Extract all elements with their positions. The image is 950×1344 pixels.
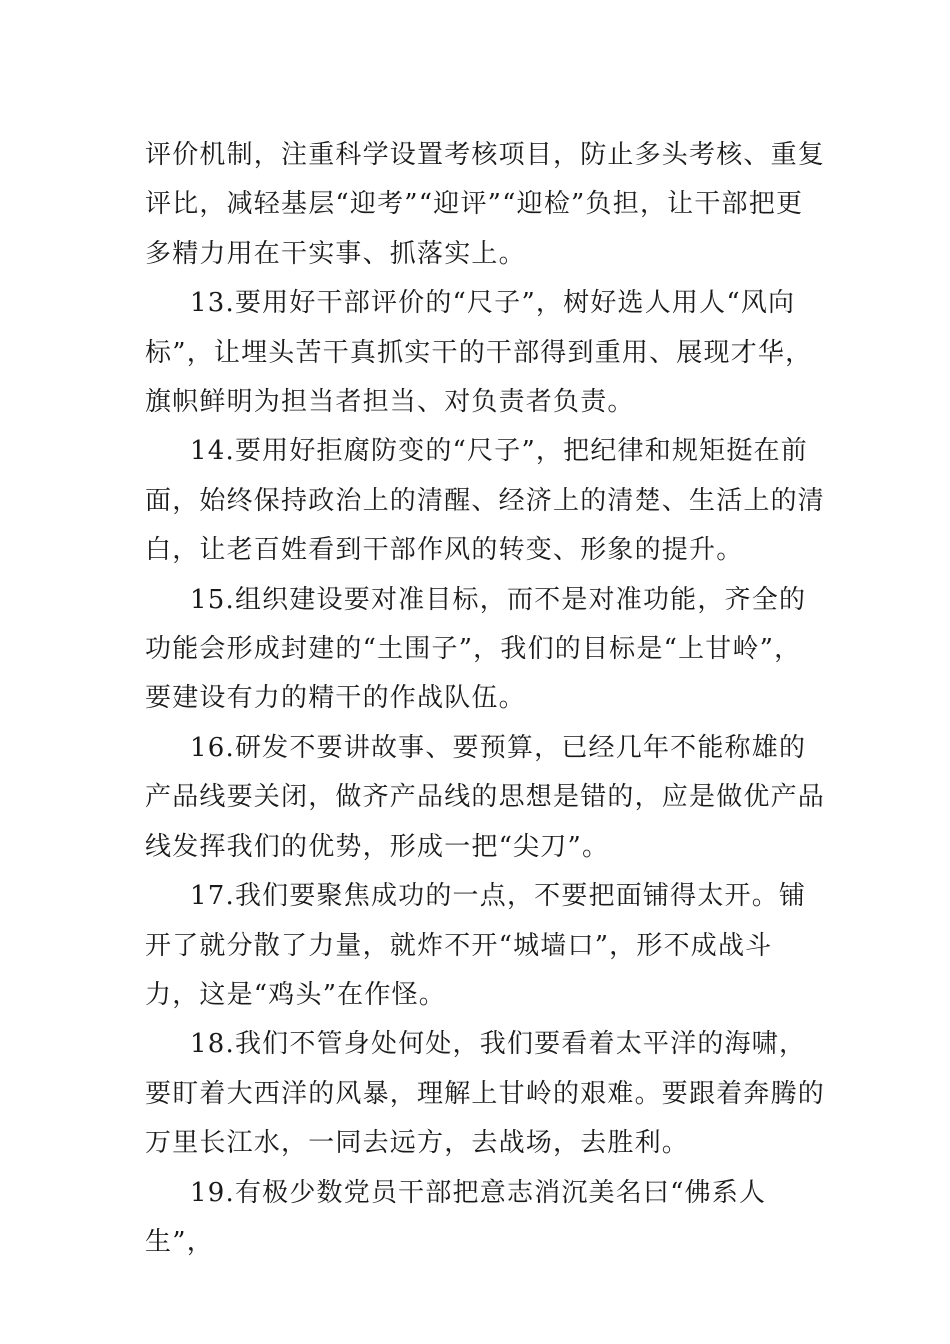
paragraph-item-17: 17.我们要聚焦成功的一点，不要把面铺得太开。铺开了就分散了力量，就炸不开“城墙口”，形不成战斗力，这是“鸡头”在作怪。 bbox=[145, 881, 807, 1010]
paragraph-item-15: 15.组织建设要对准目标，而不是对准功能，齐全的功能会形成封建的“土围子”，我们的目标是“上甘岭”，要建设有力的精干的作战队伍。 bbox=[145, 584, 807, 714]
paragraph-item-14: 14.要用好拒腐防变的“尺子”，把纪律和规矩挺在前面，始终保持政治上的清醒、经济上的清楚、生活上的清白，让老百姓看到干部作风的转变、形象的提升。 bbox=[145, 436, 826, 566]
paragraph-item-19: 19.有极少数党员干部把意志消沉美名曰“佛系人生”， bbox=[145, 1177, 767, 1257]
paragraph-item-16: 16.研发不要讲故事、要预算，已经几年不能称雄的产品线要关闭，做齐产品线的思想是错的，应是做优产品线发挥我们的优势，形成一把“尖刀”。 bbox=[145, 732, 826, 862]
paragraph-item-18: 18.我们不管身处何处，我们要看着太平洋的海啸，要盯着大西洋的风暴，理解上甘岭的艰难。要跟着奔腾的万里长江水，一同去远方，去战场，去胜利。 bbox=[145, 1029, 826, 1159]
paragraph-item-13: 13.要用好干部评价的“尺子”，树好选人用人“风向标”，让埋头苦干真抓实干的干部得到重用、展现才华，旗帜鲜明为担当者担当、对负责者负责。 bbox=[145, 288, 813, 418]
document-body bbox=[145, 131, 825, 1267]
paragraph-continuation: 评价机制，注重科学设置考核项目，防止多头考核、重复评比，减轻基层“迎考”“迎评”“迎检”负担，让干部把更多精力用在干实事、抓落实上。 bbox=[145, 140, 826, 269]
